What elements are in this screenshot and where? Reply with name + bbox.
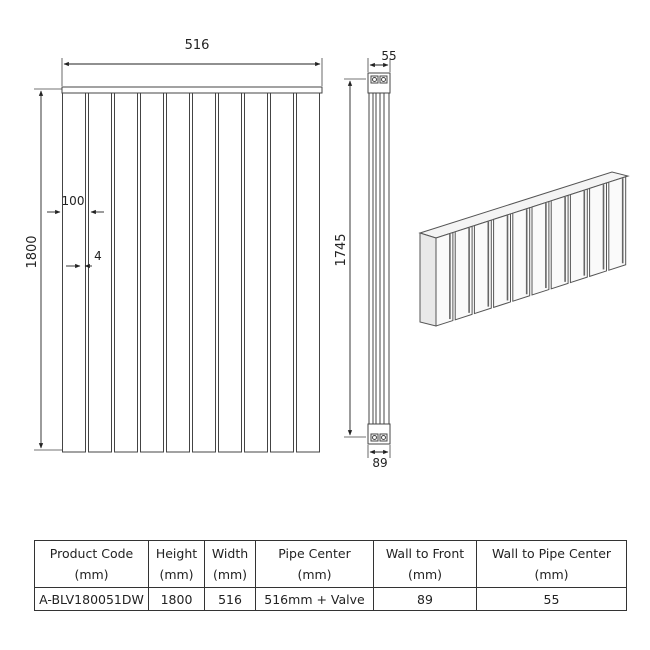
front-column xyxy=(297,93,320,452)
cell-pipe-center: 516mm + Valve xyxy=(256,588,374,611)
front-column xyxy=(63,93,86,452)
cell-wall-to-pipe-center: 55 xyxy=(477,588,627,611)
header-width: Width (mm) xyxy=(205,541,256,588)
cell-height: 1800 xyxy=(149,588,205,611)
cell-product-code: A-BLV180051DW xyxy=(35,588,149,611)
wall-to-pipe-label: 55 xyxy=(381,49,397,63)
wall-to-front-dimension xyxy=(368,445,390,470)
front-column xyxy=(115,93,138,452)
column-width-label: 100 xyxy=(61,194,85,208)
front-columns xyxy=(63,93,320,452)
pipe-height-label: 1745 xyxy=(334,233,349,267)
height-dimension xyxy=(25,89,62,450)
side-view xyxy=(368,73,390,444)
top-rail xyxy=(62,87,322,93)
cell-wall-to-front: 89 xyxy=(374,588,477,611)
front-column xyxy=(245,93,268,452)
pipe-height-dimension xyxy=(334,79,366,437)
header-height: Height (mm) xyxy=(149,541,205,588)
width-dimension xyxy=(62,38,322,86)
header-pipe-center: Pipe Center (mm) xyxy=(256,541,374,588)
front-column xyxy=(271,93,294,452)
front-column xyxy=(167,93,190,452)
header-wall-to-front: Wall to Front (mm) xyxy=(374,541,477,588)
header-product-code: Product Code (mm) xyxy=(35,541,149,588)
table-row xyxy=(35,588,627,611)
header-wall-to-pipe-center: Wall to Pipe Center (mm) xyxy=(477,541,627,588)
column-gap-label: 4 xyxy=(94,249,102,263)
cell-width: 516 xyxy=(205,588,256,611)
front-column xyxy=(89,93,112,452)
isometric-view xyxy=(420,172,628,326)
front-column xyxy=(141,93,164,452)
width-label: 516 xyxy=(184,38,210,53)
front-column xyxy=(219,93,242,452)
height-label: 1800 xyxy=(25,235,40,269)
front-column xyxy=(193,93,216,452)
specification-table xyxy=(34,540,627,611)
front-view xyxy=(62,87,322,452)
table-header-row xyxy=(35,541,627,588)
wall-to-front-label: 89 xyxy=(372,456,388,470)
wall-to-pipe-dimension xyxy=(368,49,397,72)
